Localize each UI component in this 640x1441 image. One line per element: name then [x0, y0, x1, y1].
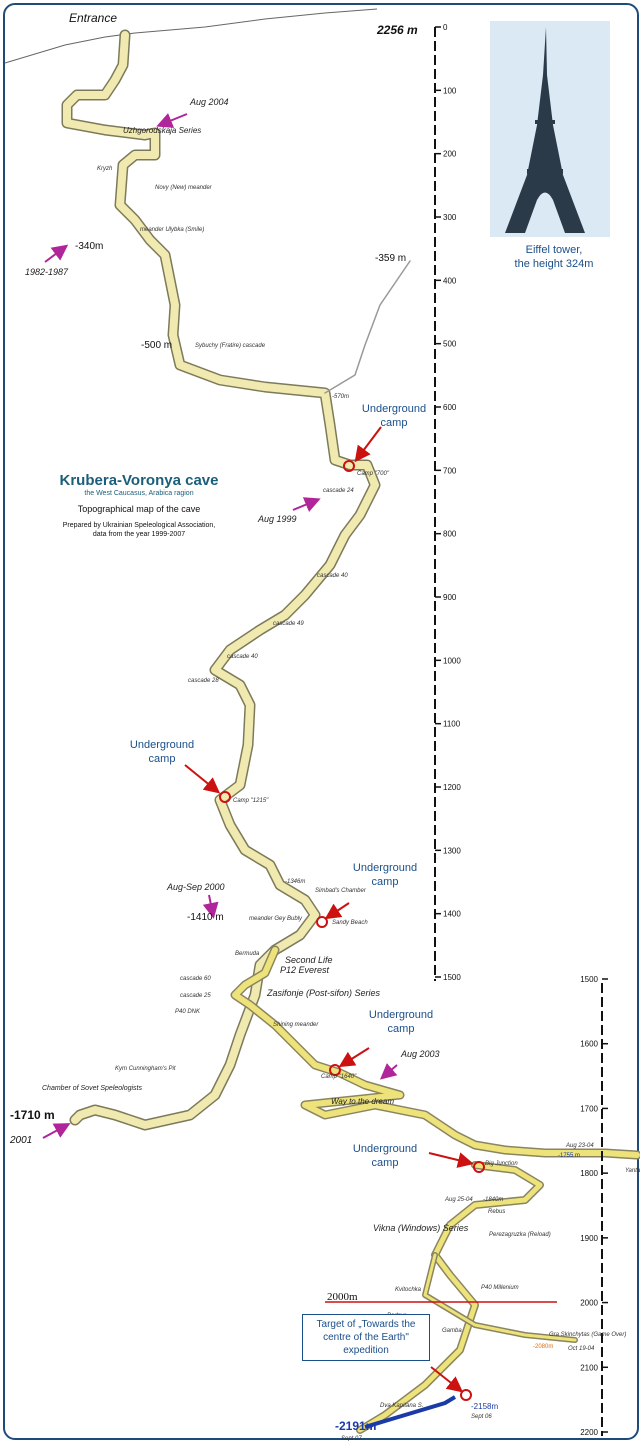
- scale-tick-label: 300: [443, 213, 457, 222]
- map-title: Krubera-Voronya cave: [59, 472, 219, 489]
- entrance-altitude: 2256 m: [377, 23, 418, 37]
- feature-cascade24: cascade 24: [323, 488, 354, 494]
- target-line3: expedition: [343, 1345, 389, 1356]
- label-2000m: 2000m: [327, 1291, 358, 1303]
- depth-1840: -1840m: [483, 1197, 504, 1203]
- feature-big-junction: Big Junction: [485, 1161, 518, 1167]
- feature-ulybka: meander Ulybka (Smile): [140, 227, 205, 233]
- target-line1: Target of „Towards the: [316, 1319, 416, 1330]
- scale-tick-label: 1400: [443, 909, 461, 919]
- depth-570: -570m: [332, 394, 350, 400]
- feature-zasifonje: Zasifonje (Post-sifon) Series: [267, 988, 381, 998]
- date-aug2003: Aug 2003: [401, 1049, 440, 1059]
- camp-label-2: [130, 739, 194, 765]
- feature-vikna: Vikna (Windows) Series: [373, 1223, 469, 1233]
- feature-everest: P12 Everest: [280, 965, 330, 975]
- feature-reload: Perezagruzka (Reload): [489, 1232, 551, 1238]
- svg-text:Underground: Underground: [361, 403, 427, 415]
- scale-tick-label: 0: [443, 23, 448, 32]
- depth-2080: -2080m: [533, 1344, 554, 1350]
- scale-tick-label: 1000: [443, 656, 461, 666]
- map-type: Topographical map of the cave: [77, 504, 201, 514]
- feature-p40dnk: P40 DNK: [175, 1009, 201, 1015]
- eiffel-caption: [499, 243, 609, 271]
- depth-500: -500 m: [141, 340, 173, 351]
- feature-nowy: Novy (New) meander: [155, 185, 212, 191]
- feature-cascade40b: cascade 40: [227, 654, 258, 660]
- camp-label-4: [369, 1009, 433, 1035]
- feature-cascade25: cascade 25: [180, 993, 211, 999]
- scale-tick-label: 2200: [580, 1428, 598, 1437]
- feature-game-over: Gra Skinchytas (Game Over): [549, 1332, 627, 1338]
- scale-tick-label: 200: [443, 149, 457, 159]
- feature-simbad: Simbad's Chamber: [315, 888, 366, 894]
- svg-text:camp: camp: [148, 753, 176, 765]
- terminal-sump: [365, 1397, 455, 1427]
- scale-tick-label: 1600: [580, 1039, 598, 1049]
- date-augsep2000: Aug-Sep 2000: [167, 882, 225, 892]
- scale-tick-label: 2000: [580, 1298, 598, 1308]
- depth-1410: -1410 m: [187, 912, 224, 923]
- feature-kym: Kym Cunningham's Pit: [115, 1066, 176, 1072]
- target-marker: [461, 1390, 471, 1400]
- svg-text:Underground: Underground: [352, 1143, 418, 1155]
- date-sept06: Sept 06: [471, 1414, 492, 1420]
- feature-cascade40: cascade 40: [317, 573, 348, 579]
- feature-cascade49: cascade 49: [273, 621, 304, 627]
- cave-map: [5, 5, 640, 1441]
- depth-scale-left: [435, 23, 461, 982]
- feature-kvitochka: Kvitochka: [395, 1287, 422, 1293]
- feature-second-life: Second Life: [285, 955, 333, 965]
- svg-text:camp: camp: [371, 876, 399, 888]
- feature-dva-kapitana: Dva Kapitana S.: [380, 1403, 424, 1409]
- feature-chamber-soviet: Chamber of Sovet Speleologists: [42, 1085, 142, 1092]
- scale-tick-label: 1100: [443, 719, 461, 729]
- feature-yanta: Yanta: [625, 1168, 640, 1174]
- scale-tick-label: 1900: [580, 1233, 598, 1243]
- feature-sandy: Sandy Beach: [332, 920, 368, 926]
- date-aug2504: Aug 25-04: [445, 1197, 473, 1203]
- scale-tick-label: 800: [443, 529, 457, 539]
- feature-camp1640: Camp "1640": [321, 1074, 357, 1080]
- map-subtitle: the West Caucasus, Arabica ragion: [84, 490, 194, 497]
- feature-kryzh: Kryzh: [97, 166, 113, 172]
- scale-tick-label: 700: [443, 466, 457, 476]
- scale-tick-label: 900: [443, 593, 457, 602]
- eiffel-tower-illustration: [490, 21, 610, 237]
- scale-tick-label: 1300: [443, 846, 461, 856]
- camp-label-3: [353, 862, 417, 888]
- prepared-by: Prepared by Ukrainian Speleological Association,: [62, 522, 216, 529]
- feature-way-dream: Way to the dream: [331, 1097, 394, 1106]
- scale-tick-label: 600: [443, 403, 457, 412]
- svg-text:Underground: Underground: [129, 739, 195, 751]
- feature-gamba: Gamba: [442, 1328, 462, 1334]
- depth-340: -340m: [75, 241, 104, 252]
- cave-map-frame: [3, 3, 639, 1440]
- depth-2191: -2191m: [335, 1419, 377, 1433]
- scale-tick-label: 1500: [443, 973, 461, 982]
- feature-uzhgorod: Uzhgorodskaja Series: [123, 126, 202, 135]
- map-credits: [39, 521, 239, 539]
- feature-shining: Shining meander: [273, 1022, 319, 1028]
- svg-text:Underground: Underground: [368, 1009, 434, 1021]
- scale-tick-label: 1800: [580, 1169, 598, 1179]
- feature-sybuchy: Sybuchy (Fratire) cascade: [195, 343, 266, 349]
- camp-label-1: [362, 403, 426, 429]
- date-aug1999: Aug 1999: [258, 514, 297, 524]
- scale-tick-label: 2100: [580, 1363, 598, 1373]
- map-title-block: [39, 472, 239, 539]
- date-1982: 1982-1987: [25, 267, 69, 277]
- eiffel-caption-line1: Eiffel tower,: [525, 244, 583, 256]
- feature-camp700: Camp "700": [357, 471, 389, 477]
- scale-tick-label: 100: [443, 86, 457, 96]
- depth-scale-right: [580, 975, 608, 1437]
- feature-cascade28: cascade 28: [188, 678, 219, 684]
- feature-meander-gey: meander Gey Bubly: [249, 916, 303, 922]
- date-aug2304: Aug 23-04: [566, 1143, 594, 1149]
- depth-1755: -1755 m: [558, 1153, 581, 1159]
- prepared-years: data from the year 1999-2007: [92, 531, 186, 538]
- date-arrows: [43, 114, 397, 1138]
- camp-label-5: [353, 1143, 417, 1169]
- feature-millenium: P40 Millenium: [481, 1285, 519, 1291]
- date-aug2004: Aug 2004: [190, 97, 229, 107]
- date-sept07: Sept 07: [341, 1436, 362, 1441]
- scale-tick-label: 1200: [443, 783, 461, 792]
- scale-tick-label: 1500: [580, 975, 598, 984]
- surface-line: [5, 9, 377, 63]
- feature-rebus: Rebus: [488, 1209, 506, 1215]
- date-oct1904: Oct 19-04: [568, 1346, 595, 1352]
- svg-text:camp: camp: [387, 1023, 415, 1035]
- depth-1346: -1346m: [285, 879, 306, 885]
- depth-359: -359 m: [375, 253, 407, 264]
- feature-bermuda: Bermuda: [235, 951, 260, 957]
- eiffel-caption-line2: the height 324m: [514, 258, 594, 270]
- scale-tick-label: 1700: [580, 1104, 598, 1114]
- camp-marker-1410: [317, 917, 327, 927]
- feature-cascade60: cascade 60: [180, 976, 211, 982]
- target-expedition-box: [302, 1314, 430, 1361]
- entrance-label: Entrance: [69, 11, 118, 25]
- date-2001: 2001: [10, 1135, 33, 1146]
- depth-2158: -2158m: [471, 1402, 499, 1411]
- feature-camp1215: Camp "1215": [233, 798, 269, 804]
- scale-tick-label: 500: [443, 339, 457, 349]
- target-line2: centre of the Earth": [323, 1332, 409, 1343]
- svg-text:camp: camp: [371, 1157, 399, 1169]
- svg-text:Underground: Underground: [352, 862, 418, 874]
- depth-1710: -1710 m: [10, 1108, 55, 1122]
- svg-text:camp: camp: [380, 417, 408, 429]
- scale-tick-label: 400: [443, 276, 457, 286]
